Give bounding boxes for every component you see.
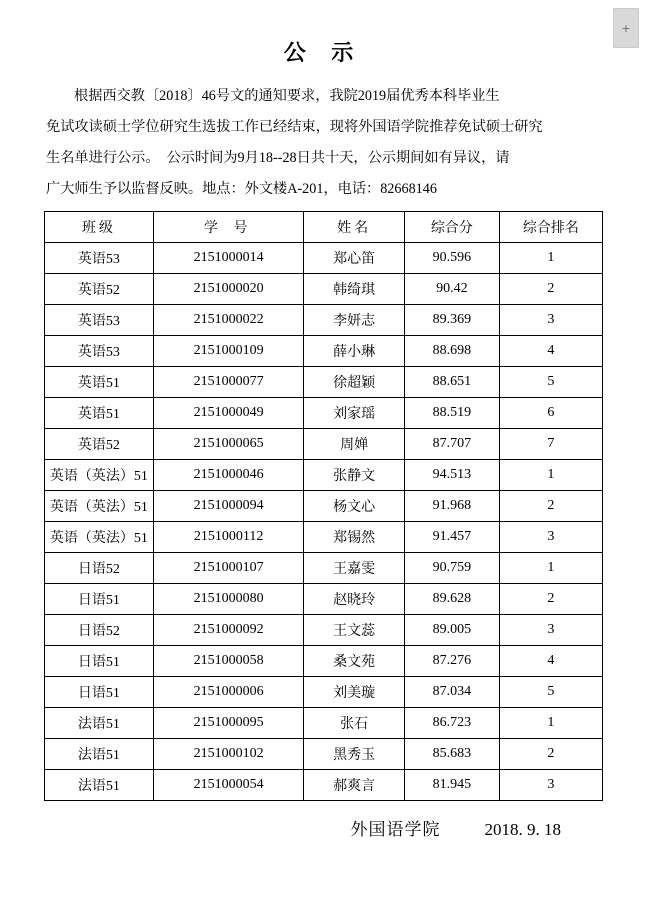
notice-paragraph-1: 根据西交教〔2018〕46号文的通知要求，我院2019届优秀本科毕业生 bbox=[74, 88, 500, 104]
table-row bbox=[45, 615, 603, 646]
cell-name: 王文蕊 bbox=[304, 615, 404, 646]
column-header-class: 班级 bbox=[45, 212, 154, 243]
cell-rank: 3 bbox=[499, 770, 602, 801]
notice-paragraph-4: 广大师生予以监督反映。地点：外文楼A-201，电话：82668146 bbox=[46, 181, 437, 197]
cell-score: 90.596 bbox=[404, 243, 499, 274]
cell-name: 张石 bbox=[304, 708, 404, 739]
cell-student-id: 2151000046 bbox=[153, 460, 304, 491]
cell-name: 刘美璇 bbox=[304, 677, 404, 708]
cell-name: 郝爽言 bbox=[304, 770, 404, 801]
cell-name: 韩绮琪 bbox=[304, 274, 404, 305]
cell-rank: 5 bbox=[499, 677, 602, 708]
cell-score: 87.034 bbox=[404, 677, 499, 708]
cell-rank: 4 bbox=[499, 646, 602, 677]
cell-score: 90.759 bbox=[404, 553, 499, 584]
cell-rank: 1 bbox=[499, 243, 602, 274]
cell-name: 桑文苑 bbox=[304, 646, 404, 677]
cell-class: 日语52 bbox=[45, 553, 154, 584]
cell-score: 85.683 bbox=[404, 739, 499, 770]
table-row bbox=[45, 305, 603, 336]
notice-paragraph-3: 生名单进行公示。 公示时间为9月18--28日共十天，公示期间如有异议，请 bbox=[46, 150, 510, 166]
cell-score: 86.723 bbox=[404, 708, 499, 739]
cell-name: 杨文心 bbox=[304, 491, 404, 522]
cell-name: 黑秀玉 bbox=[304, 739, 404, 770]
cell-score: 90.42 bbox=[404, 274, 499, 305]
cell-student-id: 2151000065 bbox=[153, 429, 304, 460]
table-header-row bbox=[45, 212, 603, 243]
notice-body bbox=[46, 81, 601, 205]
cell-class: 日语52 bbox=[45, 615, 154, 646]
cell-rank: 2 bbox=[499, 584, 602, 615]
table-row bbox=[45, 677, 603, 708]
cell-score: 94.513 bbox=[404, 460, 499, 491]
table-row bbox=[45, 274, 603, 305]
cell-score: 81.945 bbox=[404, 770, 499, 801]
cell-name: 刘家瑶 bbox=[304, 398, 404, 429]
cell-rank: 7 bbox=[499, 429, 602, 460]
cell-score: 89.628 bbox=[404, 584, 499, 615]
cell-student-id: 2151000054 bbox=[153, 770, 304, 801]
cell-class: 英语53 bbox=[45, 336, 154, 367]
table-row bbox=[45, 367, 603, 398]
cell-class: 日语51 bbox=[45, 677, 154, 708]
table-row bbox=[45, 398, 603, 429]
table-row bbox=[45, 522, 603, 553]
cell-class: 英语52 bbox=[45, 274, 154, 305]
cell-student-id: 2151000112 bbox=[153, 522, 304, 553]
cell-name: 王嘉雯 bbox=[304, 553, 404, 584]
cell-rank: 1 bbox=[499, 708, 602, 739]
cell-name: 郑锡然 bbox=[304, 522, 404, 553]
cell-name: 薛小琳 bbox=[304, 336, 404, 367]
table-row bbox=[45, 429, 603, 460]
cell-class: 法语51 bbox=[45, 770, 154, 801]
cell-student-id: 2151000049 bbox=[153, 398, 304, 429]
cell-name: 张静文 bbox=[304, 460, 404, 491]
cell-class: 英语53 bbox=[45, 305, 154, 336]
cell-name: 赵晓玲 bbox=[304, 584, 404, 615]
cell-class: 英语（英法）51 bbox=[45, 460, 154, 491]
cell-student-id: 2151000020 bbox=[153, 274, 304, 305]
cell-class: 英语51 bbox=[45, 367, 154, 398]
table-row bbox=[45, 336, 603, 367]
table-row bbox=[45, 243, 603, 274]
cell-rank: 5 bbox=[499, 367, 602, 398]
cell-rank: 1 bbox=[499, 460, 602, 491]
cell-rank: 4 bbox=[499, 336, 602, 367]
cell-student-id: 2151000077 bbox=[153, 367, 304, 398]
recommended-students-table bbox=[44, 211, 603, 801]
cell-class: 英语（英法）51 bbox=[45, 522, 154, 553]
table-row bbox=[45, 460, 603, 491]
column-header-student-id: 学 号 bbox=[153, 212, 304, 243]
cell-name: 周婵 bbox=[304, 429, 404, 460]
cell-student-id: 2151000092 bbox=[153, 615, 304, 646]
cell-score: 88.698 bbox=[404, 336, 499, 367]
cell-class: 日语51 bbox=[45, 646, 154, 677]
cell-student-id: 2151000080 bbox=[153, 584, 304, 615]
cell-class: 日语51 bbox=[45, 584, 154, 615]
cell-score: 91.968 bbox=[404, 491, 499, 522]
cell-name: 李妍志 bbox=[304, 305, 404, 336]
column-header-score: 综合分 bbox=[404, 212, 499, 243]
table-row bbox=[45, 584, 603, 615]
cell-score: 89.005 bbox=[404, 615, 499, 646]
cell-score: 87.276 bbox=[404, 646, 499, 677]
cell-student-id: 2151000094 bbox=[153, 491, 304, 522]
cell-rank: 3 bbox=[499, 522, 602, 553]
cell-rank: 6 bbox=[499, 398, 602, 429]
cell-student-id: 2151000006 bbox=[153, 677, 304, 708]
cell-student-id: 2151000058 bbox=[153, 646, 304, 677]
cell-class: 法语51 bbox=[45, 739, 154, 770]
cell-name: 郑心笛 bbox=[304, 243, 404, 274]
cell-rank: 1 bbox=[499, 553, 602, 584]
notice-paragraph-2: 免试攻读硕士学位研究生选拔工作已经结束，现将外国语学院推荐免试硕士研究 bbox=[46, 119, 543, 135]
issuing-organization: 外国语学院 bbox=[350, 820, 441, 839]
cell-score: 91.457 bbox=[404, 522, 499, 553]
column-header-rank: 综合排名 bbox=[499, 212, 602, 243]
table-row bbox=[45, 739, 603, 770]
cell-class: 法语51 bbox=[45, 708, 154, 739]
cell-rank: 2 bbox=[499, 491, 602, 522]
table-row bbox=[45, 770, 603, 801]
cell-student-id: 2151000102 bbox=[153, 739, 304, 770]
cell-score: 87.707 bbox=[404, 429, 499, 460]
cell-score: 88.519 bbox=[404, 398, 499, 429]
cell-student-id: 2151000109 bbox=[153, 336, 304, 367]
cell-score: 89.369 bbox=[404, 305, 499, 336]
cell-student-id: 2151000014 bbox=[153, 243, 304, 274]
cell-score: 88.651 bbox=[404, 367, 499, 398]
table-row bbox=[45, 553, 603, 584]
table-row bbox=[45, 646, 603, 677]
cell-student-id: 2151000022 bbox=[153, 305, 304, 336]
cell-rank: 3 bbox=[499, 615, 602, 646]
cell-rank: 2 bbox=[499, 739, 602, 770]
document-footer bbox=[44, 815, 603, 840]
table-row bbox=[45, 491, 603, 522]
plus-icon: + bbox=[621, 20, 631, 36]
cell-class: 英语（英法）51 bbox=[45, 491, 154, 522]
issue-date: 2018. 9. 18 bbox=[484, 820, 561, 839]
cell-rank: 2 bbox=[499, 274, 602, 305]
cell-student-id: 2151000095 bbox=[153, 708, 304, 739]
cell-class: 英语51 bbox=[45, 398, 154, 429]
page-title: 公 示 bbox=[283, 40, 364, 65]
cell-class: 英语53 bbox=[45, 243, 154, 274]
table-row bbox=[45, 708, 603, 739]
add-widget-button[interactable] bbox=[613, 8, 639, 48]
cell-name: 徐超颖 bbox=[304, 367, 404, 398]
cell-rank: 3 bbox=[499, 305, 602, 336]
cell-class: 英语52 bbox=[45, 429, 154, 460]
column-header-name: 姓名 bbox=[304, 212, 404, 243]
cell-student-id: 2151000107 bbox=[153, 553, 304, 584]
